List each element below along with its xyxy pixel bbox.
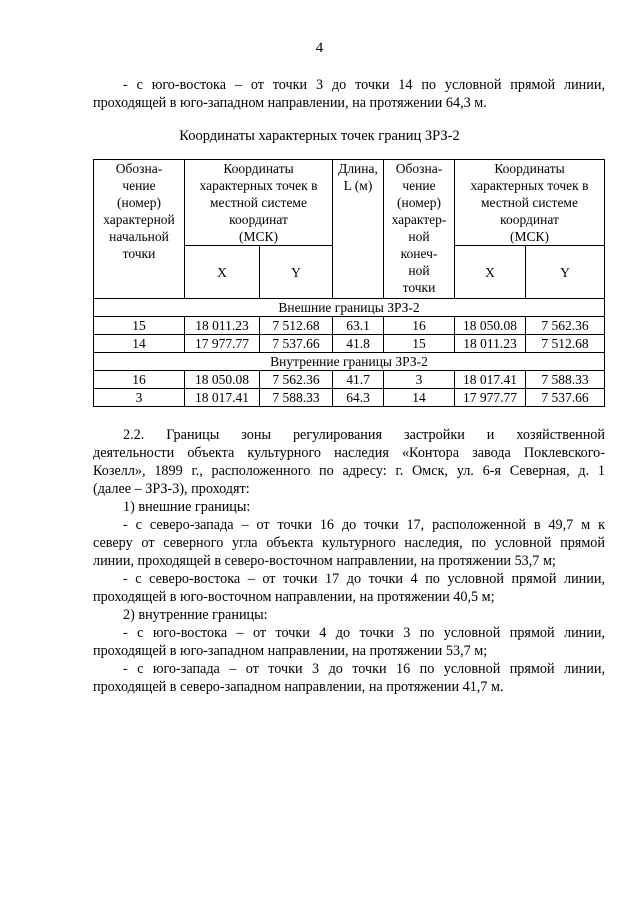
text-line: линии, проходящей в северо-восточном направлении, на протяжении 53,7 м; [93, 553, 556, 569]
text-line: 2) внутренние границы: [123, 607, 268, 623]
table-header-row [94, 160, 605, 246]
section-title-inner: Внутренние границы ЗРЗ-2 [94, 353, 605, 371]
text-line: проходящей в юго-западном направлении, на протяжении 53,7 м; [93, 643, 488, 659]
cell-length: 64.3 [333, 389, 384, 407]
section-row [94, 353, 605, 371]
text-line: - с юго-запада – от точки 3 до точки 16 по условной прямой линии, [123, 661, 605, 677]
cell-y2: 7 562.36 [526, 317, 605, 335]
section-2-2-paragraph [93, 426, 605, 696]
text-line: Козелл», 1899 г., расположенного по адресу: г. Омск, ул. 6-я Северная, д. 1 [93, 463, 605, 479]
cell-start: 15 [94, 317, 185, 335]
text-line: (далее – ЗРЗ-3), проходят: [93, 481, 250, 497]
cell-x2: 17 977.77 [455, 389, 526, 407]
text-line: северу от северного угла объекта культурного наследия, по условной прямой [93, 535, 605, 551]
text-line: 1) внешние границы: [123, 499, 251, 515]
header-x-start: X [185, 246, 260, 299]
cell-y1: 7 562.36 [260, 371, 333, 389]
table-title: Координаты характерных точек границ ЗРЗ-2 [179, 128, 460, 144]
header-coords-start: Координаты характерных точек в местной системе координат (МСК) [185, 160, 333, 246]
cell-start: 14 [94, 335, 185, 353]
cell-start: 16 [94, 371, 185, 389]
cell-y1: 7 512.68 [260, 317, 333, 335]
section-row [94, 299, 605, 317]
header-length: Длина, L (м) [333, 160, 384, 299]
text-line: - с северо-запада – от точки 16 до точки 17, расположенной в 49,7 м к [123, 517, 605, 533]
header-coords-end: Координаты характерных точек в местной системе координат (МСК) [455, 160, 605, 246]
text-line: - с юго-востока – от точки 4 до точки 3 по условной прямой линии, [123, 625, 605, 641]
page-number: 4 [315, 40, 324, 56]
header-start-point: Обозна- чение (номер) характерной начальной точки [94, 160, 185, 299]
text-line: проходящей в северо-западном направлении, на протяжении 41,7 м. [93, 679, 504, 695]
table-row [94, 389, 605, 407]
text-line: деятельности объекта культурного наследия «Контора завода Поклевского- [93, 445, 605, 461]
cell-x1: 18 017.41 [185, 389, 260, 407]
cell-x2: 18 050.08 [455, 317, 526, 335]
cell-end: 16 [384, 317, 455, 335]
header-y-start: Y [260, 246, 333, 299]
table-row [94, 317, 605, 335]
cell-end: 15 [384, 335, 455, 353]
cell-length: 63.1 [333, 317, 384, 335]
text-line: - с северо-востока – от точки 17 до точки 4 по условной прямой линии, [123, 571, 605, 587]
intro-paragraph [93, 76, 605, 112]
text-line: проходящей в юго-восточном направлении, на протяжении 40,5 м; [93, 589, 495, 605]
header-x-end: X [455, 246, 526, 299]
table-row [94, 371, 605, 389]
cell-start: 3 [94, 389, 185, 407]
header-end-point: Обозна- чение (номер) характер- ной конеч- ной точки [384, 160, 455, 299]
cell-y1: 7 537.66 [260, 335, 333, 353]
header-y-end: Y [526, 246, 605, 299]
cell-y2: 7 512.68 [526, 335, 605, 353]
cell-x1: 18 011.23 [185, 317, 260, 335]
cell-y2: 7 588.33 [526, 371, 605, 389]
cell-end: 14 [384, 389, 455, 407]
text-line: 2.2. Границы зоны регулирования застройки и хозяйственной [123, 427, 605, 443]
text-line: - с юго-востока – от точки 3 до точки 14 по условной прямой линии, [123, 77, 605, 93]
coordinates-table [93, 159, 605, 407]
cell-x1: 17 977.77 [185, 335, 260, 353]
cell-end: 3 [384, 371, 455, 389]
cell-x2: 18 011.23 [455, 335, 526, 353]
cell-x1: 18 050.08 [185, 371, 260, 389]
cell-length: 41.8 [333, 335, 384, 353]
cell-y1: 7 588.33 [260, 389, 333, 407]
cell-y2: 7 537.66 [526, 389, 605, 407]
section-title-outer: Внешние границы ЗРЗ-2 [94, 299, 605, 317]
text-line: проходящей в юго-западном направлении, на протяжении 64,3 м. [93, 95, 487, 111]
table-row [94, 335, 605, 353]
cell-x2: 18 017.41 [455, 371, 526, 389]
cell-length: 41.7 [333, 371, 384, 389]
